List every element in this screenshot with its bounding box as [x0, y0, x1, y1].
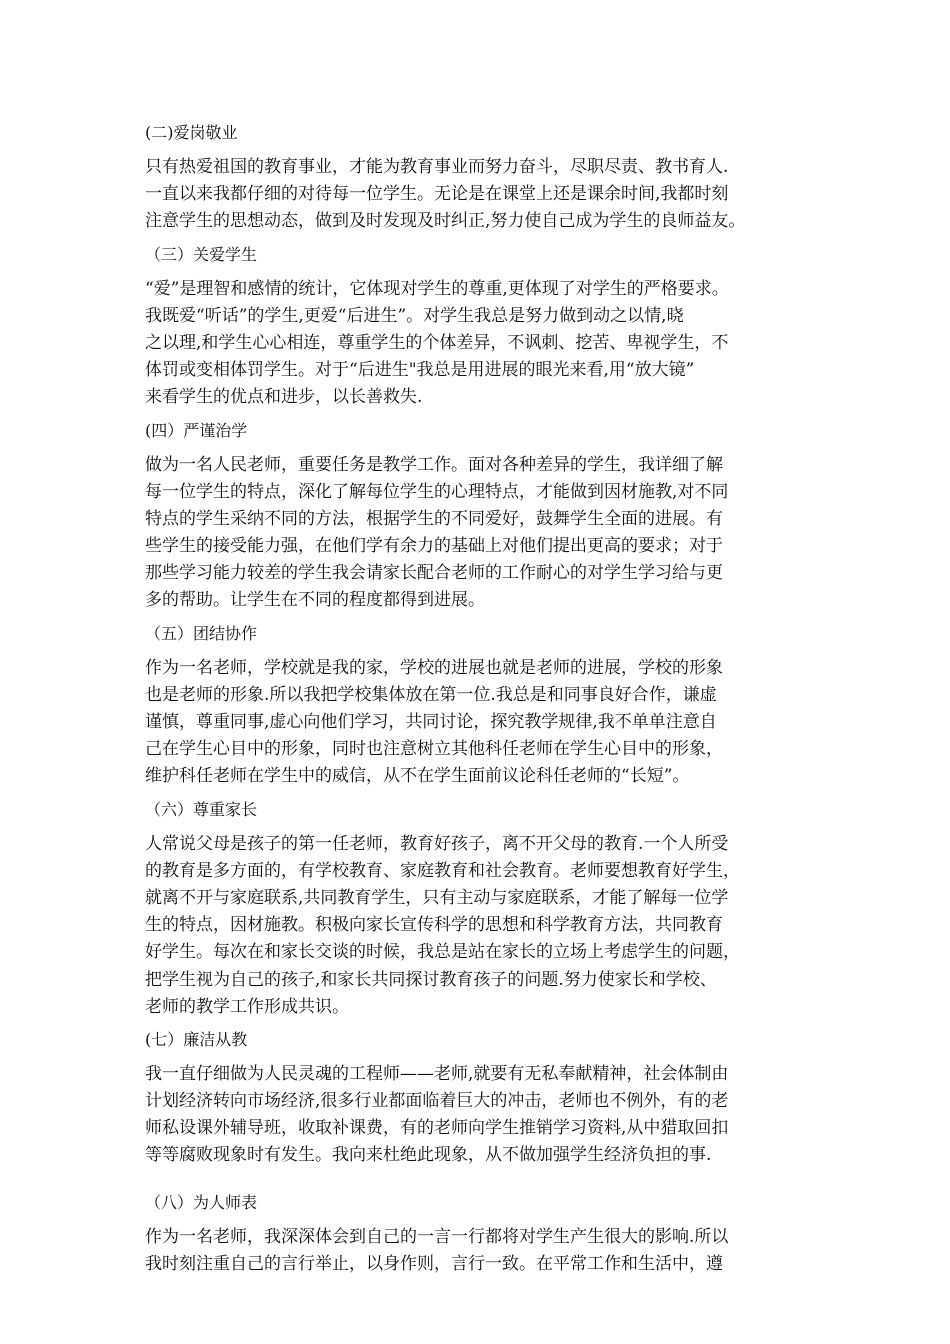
- section-heading: (七）廉洁从教: [145, 1029, 248, 1049]
- paragraph-line: 也是老师的形象.所以我把学校集体放在第一位.我总是和同事良好合作，谦虚: [145, 684, 717, 705]
- paragraph-line: 老师的教学工作形成共识。: [145, 996, 349, 1017]
- paragraph-line: 师私设课外辅导班，收取补课费，有的老师向学生推销学习资料,从中猎取回扣: [145, 1118, 729, 1139]
- paragraph-line: 谨慎，尊重同事,虚心向他们学习，共同讨论，探究教学规律,我不单单注意自: [145, 712, 717, 732]
- section-spacer: [145, 1174, 825, 1188]
- paragraph-line: 就离不开与家庭联系,共同教育学生，只有主动与家庭联系，才能了解每一位学: [145, 887, 729, 908]
- paragraph-line: 之以理,和学生心心相连，尊重学生的个体差异，不讽刺、挖苦、卑视学生，不: [145, 332, 729, 353]
- paragraph-line: 我时刻注重自己的言行举止，以身作则，言行一致。在平常工作和生活中，遵: [145, 1253, 723, 1274]
- section-paragraph: [145, 655, 825, 791]
- paragraph-line: 特点的学生采纳不同的方法，根据学生的不同爱好，鼓舞学生全面的进展。有: [145, 508, 723, 529]
- section-3: [145, 416, 825, 615]
- paragraph-line: 我既爱“听话”的学生,更爱“后进生”。对学生我总是努力做到动之以情,晓: [145, 305, 684, 326]
- paragraph-line: 把学生视为自己的孩子,和家长共同探讨教育孩子的问题.努力使家长和学校、: [145, 969, 717, 990]
- section-4: [145, 619, 825, 791]
- document-page: [145, 118, 825, 1282]
- paragraph-line: 体罚或变相体罚学生。对于“后进生"我总是用进展的眼光来看,用“放大镜”: [145, 360, 695, 381]
- section-5: [145, 795, 825, 1021]
- paragraph-line: 己在学生心目中的形象，同时也注意树立其他科任老师在学生心目中的形象，: [145, 739, 723, 760]
- section-heading: （五）团结协作: [145, 623, 258, 643]
- section-paragraph: [145, 276, 825, 412]
- section-1: [145, 118, 825, 236]
- paragraph-line: 的教育是多方面的，有学校教育、家庭教育和社会教育。老师要想教育好学生，: [145, 860, 740, 881]
- paragraph-line: 来看学生的优点和进步，以长善救失.: [145, 387, 423, 408]
- section-heading: (二)爱岗敬业: [145, 123, 238, 142]
- paragraph-line: 生的特点，因材施教。积极向家长宣传科学的思想和科学教育方法，共同教育: [145, 915, 723, 936]
- section-paragraph: [145, 452, 825, 615]
- section-paragraph: [145, 1224, 825, 1278]
- paragraph-line: 些学生的接受能力强，在他们学有余力的基础上对他们提出更高的要求；对于: [145, 536, 723, 557]
- section-paragraph: [145, 831, 825, 1021]
- paragraph-line: 维护科任老师在学生中的威信，从不在学生面前议论科任老师的“长短”。: [145, 766, 690, 787]
- paragraph-line: 多的帮助。让学生在不同的程度都得到进展。: [145, 590, 485, 611]
- paragraph-line: 一直以来我都仔细的对待每一位学生。无论是在课堂上还是课余时间,我都时刻: [145, 184, 729, 205]
- section-paragraph: [145, 154, 825, 236]
- section-2: [145, 240, 825, 412]
- paragraph-line: 只有热爱祖国的教育事业，才能为教育事业而努力奋斗，尽职尽责、教书育人.: [145, 157, 729, 177]
- paragraph-line: 我一直仔细做为人民灵魂的工程师——老师,就要有无私奉献精神，社会体制由: [145, 1063, 729, 1084]
- paragraph-line: 好学生。每次在和家长交谈的时候，我总是站在家长的立场上考虑学生的问题，: [145, 942, 740, 963]
- section-heading: (四）严谨治学: [145, 420, 248, 440]
- paragraph-line: 作为一名老师，学校就是我的家，学校的进展也就是老师的进展，学校的形象: [145, 657, 723, 678]
- paragraph-line: 作为一名老师，我深深体会到自己的一言一行都将对学生产生很大的影响.所以: [145, 1226, 729, 1247]
- paragraph-line: 计划经济转向市场经济,很多行业都面临着巨大的冲击，老师也不例外，有的老: [145, 1091, 729, 1112]
- paragraph-line: 注意学生的思想动态，做到及时发现及时纠正,努力使自己成为学生的良师益友。: [145, 211, 746, 232]
- section-6: [145, 1025, 825, 1188]
- section-7: [145, 1188, 825, 1278]
- section-heading: （六）尊重家长: [145, 799, 258, 819]
- section-paragraph: [145, 1061, 825, 1170]
- paragraph-line: 等等腐败现象时有发生。我向来杜绝此现象，从不做加强学生经济负担的事.: [145, 1145, 712, 1166]
- section-heading: （三）关爱学生: [145, 244, 258, 264]
- paragraph-line: “爱”是理智和感情的统计，它体现对学生的尊重,更体现了对学生的严格要求。: [145, 278, 729, 299]
- section-heading: （八）为人师表: [145, 1192, 258, 1212]
- paragraph-line: 人常说父母是孩子的第一任老师，教育好孩子，离不开父母的教育.一个人所受: [145, 833, 729, 854]
- paragraph-line: 做为一名人民老师，重要任务是教学工作。面对各种差异的学生，我详细了解: [145, 454, 723, 475]
- paragraph-line: 那些学习能力较差的学生我会请家长配合老师的工作耐心的对学生学习给与更: [145, 563, 723, 584]
- paragraph-line: 每一位学生的特点，深化了解每位学生的心理特点，才能做到因材施教,对不同: [145, 481, 729, 502]
